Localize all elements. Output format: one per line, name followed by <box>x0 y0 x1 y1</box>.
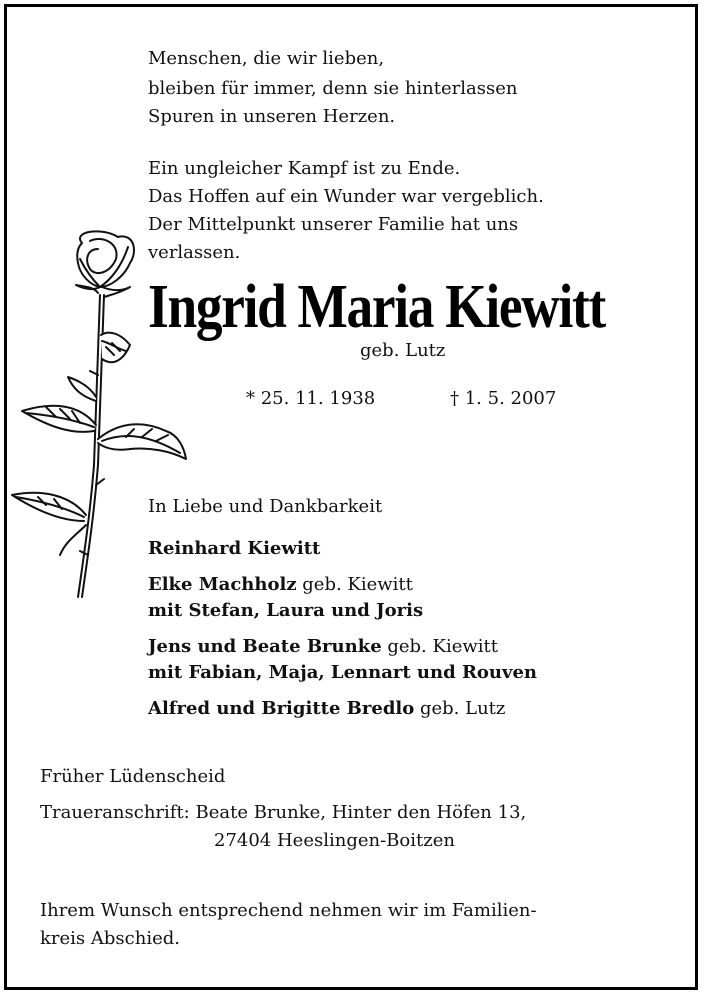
former-residence: Früher Lüdenscheid <box>40 766 226 787</box>
poem-line-3: Spuren in unseren Herzen. <box>148 106 396 127</box>
birth-date: * 25. 11. 1938 <box>246 388 376 409</box>
death-date: † 1. 5. 2007 <box>450 388 557 409</box>
mourner-2 <box>148 572 413 598</box>
maiden-name: geb. Lutz <box>360 340 446 361</box>
mourner-4 <box>148 696 505 722</box>
mourner-3-suffix: geb. Kiewitt <box>381 636 498 657</box>
mourner-3-name: Jens und Beate Brunke <box>148 636 382 657</box>
wish-line-1: Ihrem Wunsch entsprechend nehmen wir im Familien- <box>40 900 537 921</box>
address-line-2: 27404 Heeslingen-Boitzen <box>214 830 455 851</box>
mourner-2-suffix: geb. Kiewitt <box>296 574 413 595</box>
poem-line-1: Menschen, die wir lieben, <box>148 48 385 69</box>
intro-line-3: Der Mittelpunkt unserer Familie hat uns <box>148 214 519 235</box>
intro-line-4: verlassen. <box>148 242 241 263</box>
mourner-3 <box>148 634 498 660</box>
mourner-2-children: mit Stefan, Laura und Joris <box>148 600 424 621</box>
mourner-3-children: mit Fabian, Maja, Lennart und Rouven <box>148 662 538 683</box>
address-line-1: Traueranschrift: Beate Brunke, Hinter den Höfen 13, <box>40 802 527 823</box>
intro-line-1: Ein ungleicher Kampf ist zu Ende. <box>148 158 461 179</box>
poem-line-2: bleiben für immer, denn sie hinterlassen <box>148 78 518 99</box>
love-line: In Liebe und Dankbarkeit <box>148 496 383 517</box>
mourner-2-name: Elke Machholz <box>148 574 297 595</box>
mourner-1-name: Reinhard Kiewitt <box>148 538 321 559</box>
deceased-name: Ingrid Maria Kiewitt <box>148 273 605 341</box>
mourner-4-suffix: geb. Lutz <box>414 698 506 719</box>
intro-line-2: Das Hoffen auf ein Wunder war vergeblich. <box>148 186 544 207</box>
wish-line-2: kreis Abschied. <box>40 928 180 949</box>
mourner-4-name: Alfred und Brigitte Bredlo <box>148 698 415 719</box>
mourner-1 <box>148 536 320 562</box>
